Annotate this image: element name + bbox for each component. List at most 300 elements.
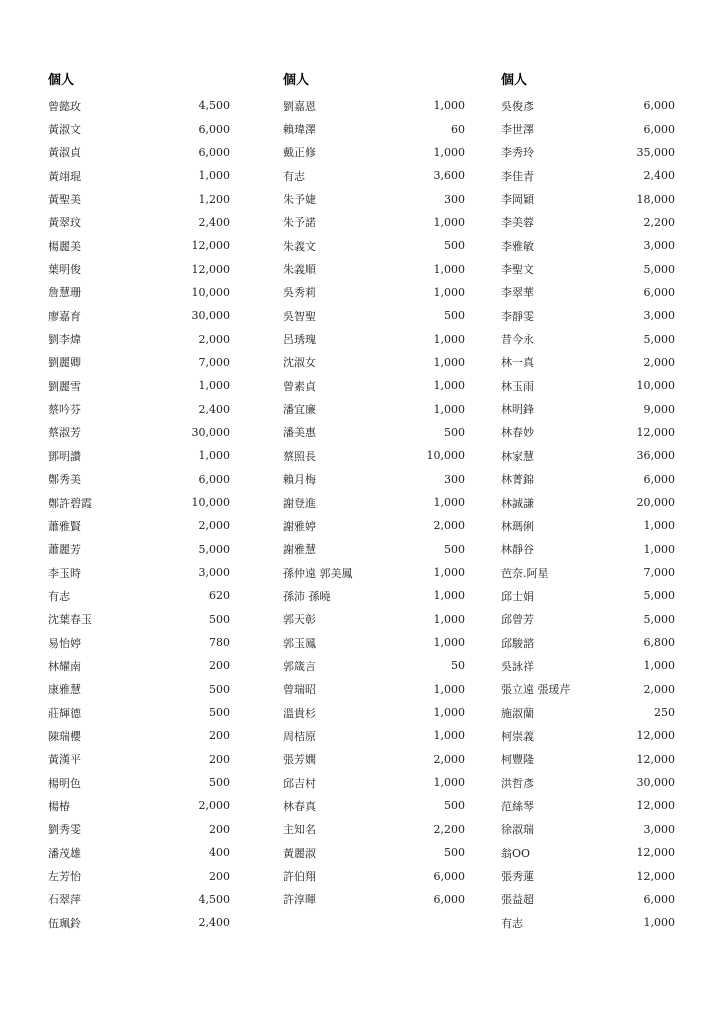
donation-amount: 500 [444, 239, 465, 253]
donor-row [501, 164, 675, 187]
donation-amount: 1,000 [433, 729, 465, 743]
donor-name: 蔡照長 [283, 449, 316, 463]
donor-row [501, 701, 675, 724]
donation-amount: 1,000 [433, 636, 465, 650]
donor-row [501, 864, 675, 887]
donor-row [48, 678, 230, 701]
donor-row [283, 281, 465, 304]
donation-amount: 6,000 [198, 472, 230, 486]
donor-name: 鄭秀美 [48, 473, 81, 487]
donor-row [501, 794, 675, 817]
donation-amount: 12,000 [636, 869, 675, 883]
donor-name: 潘茂雄 [48, 846, 81, 860]
donor-row [48, 351, 230, 374]
donation-amount: 2,000 [198, 332, 230, 346]
donation-amount: 300 [444, 192, 465, 206]
donor-row [283, 748, 465, 771]
donor-row [48, 374, 230, 397]
donor-row [48, 327, 230, 350]
donation-amount: 200 [209, 729, 230, 743]
donor-name: 溫貴杉 [283, 706, 316, 720]
donation-amount: 6,800 [643, 636, 675, 650]
donor-name: 有志 [48, 589, 70, 603]
donation-amount: 2,400 [198, 916, 230, 930]
donor-row [501, 841, 675, 864]
donation-amount: 6,000 [198, 145, 230, 159]
donor-row [501, 888, 675, 911]
donor-name: 石翠萍 [48, 893, 81, 907]
donor-row [283, 257, 465, 280]
donor-row [501, 584, 675, 607]
donor-row [283, 584, 465, 607]
donation-amount: 1,000 [433, 285, 465, 299]
donation-amount: 500 [444, 846, 465, 860]
donor-name: 翁OO [501, 846, 531, 860]
donation-amount: 6,000 [643, 122, 675, 136]
donor-row [283, 818, 465, 841]
donor-row [283, 888, 465, 911]
donor-name: 鄧明讚 [48, 449, 81, 463]
donor-name: 郭天彰 [283, 613, 316, 627]
donor-row [48, 281, 230, 304]
donor-row [283, 514, 465, 537]
donor-name: 劉秀雯 [48, 823, 81, 837]
donor-row [501, 421, 675, 444]
donation-amount: 36,000 [636, 449, 675, 463]
donor-rows [501, 94, 675, 934]
donor-row [501, 327, 675, 350]
donation-amount: 1,000 [198, 379, 230, 393]
donor-name: 謝雅慧 [283, 543, 316, 557]
donor-name: 戴正修 [283, 146, 316, 160]
donation-amount: 1,000 [643, 659, 675, 673]
donation-amount: 200 [209, 869, 230, 883]
donation-amount: 1,000 [643, 542, 675, 556]
donation-amount: 1,000 [433, 355, 465, 369]
donation-amount: 7,000 [643, 566, 675, 580]
donation-amount: 1,000 [433, 99, 465, 113]
donor-row [48, 841, 230, 864]
donor-row [283, 561, 465, 584]
donor-row [48, 164, 230, 187]
donation-amount: 1,000 [198, 169, 230, 183]
donor-name: 朱義文 [283, 239, 316, 253]
donor-name: 楊麗美 [48, 239, 81, 253]
donation-amount: 10,000 [191, 285, 230, 299]
donor-row [48, 211, 230, 234]
donation-amount: 2,400 [198, 215, 230, 229]
donor-row [283, 631, 465, 654]
donation-amount: 12,000 [636, 425, 675, 439]
donor-name: 李美蓉 [501, 216, 534, 230]
donor-name: 許淳暉 [283, 893, 316, 907]
donor-name: 曾懿玫 [48, 99, 81, 113]
donor-row [283, 397, 465, 420]
donation-amount: 500 [444, 799, 465, 813]
donor-name: 黃聖美 [48, 193, 81, 207]
donor-name: 李靜雯 [501, 309, 534, 323]
donor-name: 邱駿諮 [501, 636, 534, 650]
donor-name: 昔今永 [501, 333, 534, 347]
donor-name: 吳秀莉 [283, 286, 316, 300]
donor-row [48, 397, 230, 420]
column-header: 個人 [501, 73, 528, 88]
donor-name: 曾瑞昭 [283, 683, 316, 697]
donor-name: 蔡淑芳 [48, 426, 81, 440]
donor-row [283, 864, 465, 887]
donor-row [283, 94, 465, 117]
donation-amount: 20,000 [636, 496, 675, 510]
donor-row [283, 491, 465, 514]
donor-name: 林菁錦 [501, 473, 534, 487]
donation-amount: 7,000 [198, 355, 230, 369]
donor-name: 邱曾芳 [501, 613, 534, 627]
donor-row [48, 584, 230, 607]
donation-amount: 6,000 [643, 472, 675, 486]
donor-row [48, 257, 230, 280]
donor-column-1 [48, 70, 230, 934]
donor-row [283, 327, 465, 350]
donation-amount: 2,000 [198, 799, 230, 813]
donor-name: 周桔原 [283, 729, 316, 743]
donation-amount: 60 [451, 122, 465, 136]
donor-row [48, 608, 230, 631]
donor-row [48, 561, 230, 584]
donor-name: 孫沛 孫曉 [283, 589, 331, 603]
donor-name: 郭玉鳳 [283, 636, 316, 650]
donor-row [48, 794, 230, 817]
donor-name: 莊輝德 [48, 706, 81, 720]
donor-row [48, 491, 230, 514]
donor-rows [283, 94, 465, 911]
donor-name: 林誠謙 [501, 496, 534, 510]
donor-name: 李佳青 [501, 169, 534, 183]
donation-amount: 3,600 [433, 169, 465, 183]
donor-name: 沈淑女 [283, 356, 316, 370]
donor-row [501, 141, 675, 164]
donation-amount: 500 [444, 425, 465, 439]
donor-row [283, 141, 465, 164]
donor-name: 林春真 [283, 799, 316, 813]
donor-name: 曾素貞 [283, 379, 316, 393]
donation-amount: 2,200 [643, 215, 675, 229]
donor-row [501, 304, 675, 327]
donor-row [501, 514, 675, 537]
donor-row [48, 771, 230, 794]
donor-name: 陳瑞櫻 [48, 729, 81, 743]
donation-amount: 500 [209, 612, 230, 626]
donor-name: 潘美惠 [283, 426, 316, 440]
donation-amount: 2,000 [433, 752, 465, 766]
donor-row [48, 538, 230, 561]
donor-name: 賴月梅 [283, 473, 316, 487]
donation-amount: 5,000 [643, 262, 675, 276]
donation-amount: 1,000 [433, 145, 465, 159]
donor-name: 蕭麗芳 [48, 543, 81, 557]
donor-name: 張秀蓮 [501, 870, 534, 884]
donor-name: 詹慧珊 [48, 286, 81, 300]
donor-name: 有志 [501, 916, 523, 930]
donor-name: 楊明色 [48, 776, 81, 790]
donation-amount: 3,000 [643, 822, 675, 836]
donor-name: 林春妙 [501, 426, 534, 440]
donor-row [283, 701, 465, 724]
donor-row [48, 94, 230, 117]
donation-amount: 500 [209, 706, 230, 720]
donor-row [501, 818, 675, 841]
donor-name: 張立遠 張瑗芹 [501, 683, 571, 697]
donor-name: 楊椿 [48, 799, 70, 813]
donor-row [48, 187, 230, 210]
donor-row [283, 304, 465, 327]
donation-amount: 3,000 [198, 566, 230, 580]
donor-name: 黃漢平 [48, 753, 81, 767]
donation-amount: 2,400 [643, 169, 675, 183]
donation-amount: 30,000 [191, 425, 230, 439]
donor-row [283, 117, 465, 140]
donor-name: 李玉時 [48, 566, 81, 580]
donor-row [501, 94, 675, 117]
donor-name: 劉嘉恩 [283, 99, 316, 113]
donation-amount: 6,000 [198, 122, 230, 136]
donation-amount: 6,000 [433, 869, 465, 883]
donation-amount: 5,000 [198, 542, 230, 556]
donor-name: 施淑蘭 [501, 706, 534, 720]
donation-amount: 250 [654, 706, 675, 720]
donor-name: 郭箴言 [283, 659, 316, 673]
donation-amount: 5,000 [643, 332, 675, 346]
donation-amount: 12,000 [636, 729, 675, 743]
donor-row [501, 397, 675, 420]
donor-name: 劉麗卿 [48, 356, 81, 370]
donor-name: 黃翠玟 [48, 216, 81, 230]
donor-row [501, 491, 675, 514]
donation-amount: 4,500 [198, 892, 230, 906]
donor-row [501, 724, 675, 747]
donation-amount: 1,000 [433, 262, 465, 276]
donation-amount: 500 [209, 776, 230, 790]
donor-row [283, 374, 465, 397]
donation-amount: 500 [209, 682, 230, 696]
donation-amount: 400 [209, 846, 230, 860]
donor-row [501, 771, 675, 794]
donor-name: 謝雅婷 [283, 519, 316, 533]
donation-amount: 3,000 [643, 239, 675, 253]
donor-name: 潘宜廉 [283, 403, 316, 417]
donation-amount: 300 [444, 472, 465, 486]
donor-name: 孫仲遠 郭美鳳 [283, 566, 353, 580]
donation-amount: 10,000 [191, 496, 230, 510]
donor-name: 朱義順 [283, 263, 316, 277]
donor-name: 林玉雨 [501, 379, 534, 393]
donor-name: 劉麗雪 [48, 379, 81, 393]
donor-name: 葉明俊 [48, 263, 81, 277]
donation-amount: 10,000 [636, 379, 675, 393]
donation-amount: 6,000 [643, 285, 675, 299]
donor-name: 林家慧 [501, 449, 534, 463]
donation-amount: 6,000 [643, 892, 675, 906]
donation-amount: 1,000 [643, 916, 675, 930]
donation-amount: 1,000 [433, 402, 465, 416]
donor-row [501, 351, 675, 374]
donation-amount: 12,000 [191, 262, 230, 276]
donation-amount: 1,000 [433, 682, 465, 696]
donor-row [48, 654, 230, 677]
donor-name: 柯崇義 [501, 729, 534, 743]
donor-row [48, 631, 230, 654]
donor-name: 鄭許碧霞 [48, 496, 92, 510]
donation-amount: 200 [209, 752, 230, 766]
donor-row [283, 234, 465, 257]
donor-name: 林靜谷 [501, 543, 534, 557]
donation-amount: 12,000 [636, 799, 675, 813]
donation-amount: 1,000 [433, 215, 465, 229]
donor-row [283, 444, 465, 467]
donor-name: 主知名 [283, 823, 316, 837]
donor-name: 朱予諾 [283, 216, 316, 230]
donor-row [48, 701, 230, 724]
donor-row [283, 538, 465, 561]
donor-name: 李翠華 [501, 286, 534, 300]
donation-amount: 10,000 [426, 449, 465, 463]
donor-row [501, 561, 675, 584]
donor-rows [48, 94, 230, 934]
donor-row [48, 911, 230, 934]
donor-name: 康雅慧 [48, 683, 81, 697]
donor-row [501, 631, 675, 654]
donation-amount: 50 [451, 659, 465, 673]
donation-amount: 9,000 [643, 402, 675, 416]
donor-name: 芭奈.阿星 [501, 566, 549, 580]
donor-name: 劉李煒 [48, 333, 81, 347]
donation-amount: 2,000 [433, 519, 465, 533]
donation-amount: 12,000 [636, 752, 675, 766]
donation-amount: 1,000 [433, 589, 465, 603]
donor-name: 范絲琴 [501, 799, 534, 813]
donor-row [283, 164, 465, 187]
donor-row [48, 864, 230, 887]
donation-amount: 12,000 [191, 239, 230, 253]
donor-name: 李雅敏 [501, 239, 534, 253]
donation-amount: 5,000 [643, 589, 675, 603]
donor-row [48, 468, 230, 491]
donor-row [501, 281, 675, 304]
donor-row [501, 468, 675, 491]
donor-row [283, 608, 465, 631]
donation-amount: 500 [444, 309, 465, 323]
donor-name: 李聖文 [501, 263, 534, 277]
donor-row [283, 421, 465, 444]
donor-row [48, 304, 230, 327]
donor-name: 易怡婷 [48, 636, 81, 650]
donor-row [48, 234, 230, 257]
donation-amount: 35,000 [636, 145, 675, 159]
donor-name: 蕭雅賢 [48, 519, 81, 533]
donation-amount: 18,000 [636, 192, 675, 206]
donor-name: 黃麗淑 [283, 846, 316, 860]
donor-row [283, 724, 465, 747]
donor-name: 伍珮鈴 [48, 916, 81, 930]
donation-amount: 500 [444, 542, 465, 556]
donation-amount: 1,200 [198, 192, 230, 206]
donor-name: 許伯翔 [283, 870, 316, 884]
donor-row [48, 117, 230, 140]
donor-name: 賴瑋澤 [283, 123, 316, 137]
donor-name: 吳智聖 [283, 309, 316, 323]
donor-row [501, 257, 675, 280]
donation-amount: 2,200 [433, 822, 465, 836]
donor-name: 朱予婕 [283, 193, 316, 207]
donor-row [48, 421, 230, 444]
donation-amount: 1,000 [433, 706, 465, 720]
donor-name: 呂琇瑰 [283, 333, 316, 347]
donor-name: 吳詠祥 [501, 659, 534, 673]
donation-amount: 620 [209, 589, 230, 603]
donor-name: 沈葉春玉 [48, 613, 92, 627]
donation-amount: 1,000 [433, 776, 465, 790]
donor-name: 李秀玲 [501, 146, 534, 160]
donation-amount: 5,000 [643, 612, 675, 626]
donor-name: 左芳怡 [48, 870, 81, 884]
donor-name: 邱士娟 [501, 589, 534, 603]
donor-row [501, 234, 675, 257]
donor-name: 林瑪俐 [501, 519, 534, 533]
donor-row [283, 678, 465, 701]
donor-name: 有志 [283, 169, 305, 183]
donor-row [501, 678, 675, 701]
donor-name: 李岡穎 [501, 193, 534, 207]
donor-row [283, 211, 465, 234]
donor-name: 柯豐隆 [501, 753, 534, 767]
donation-amount: 30,000 [636, 776, 675, 790]
donor-row [501, 654, 675, 677]
donation-amount: 2,000 [643, 355, 675, 369]
donor-row [283, 187, 465, 210]
donor-row [501, 211, 675, 234]
donor-name: 黃淑文 [48, 123, 81, 137]
donor-row [501, 748, 675, 771]
column-header: 個人 [48, 73, 75, 88]
donation-amount: 30,000 [191, 309, 230, 323]
donation-amount: 2,400 [198, 402, 230, 416]
donation-amount: 12,000 [636, 846, 675, 860]
donor-name: 黃翊琨 [48, 169, 81, 183]
donor-name: 廖嘉育 [48, 309, 81, 323]
donation-amount: 1,000 [433, 566, 465, 580]
donor-row [283, 794, 465, 817]
donation-amount: 200 [209, 822, 230, 836]
donor-name: 林明鋒 [501, 403, 534, 417]
donor-row [501, 911, 675, 934]
donation-amount: 780 [209, 636, 230, 650]
donor-name: 謝登進 [283, 496, 316, 510]
donor-name: 徐淑瑞 [501, 823, 534, 837]
donor-name: 吳俊彥 [501, 99, 534, 113]
donor-row [501, 374, 675, 397]
donation-amount: 4,500 [198, 99, 230, 113]
donor-column-3 [501, 70, 675, 934]
donor-row [501, 187, 675, 210]
donation-amount: 1,000 [433, 332, 465, 346]
donation-amount: 6,000 [433, 892, 465, 906]
donation-amount: 2,000 [643, 682, 675, 696]
donor-row [501, 117, 675, 140]
donor-name: 李世澤 [501, 123, 534, 137]
column-header: 個人 [283, 73, 310, 88]
donation-amount: 1,000 [643, 519, 675, 533]
donor-row [48, 818, 230, 841]
donation-amount: 1,000 [433, 379, 465, 393]
